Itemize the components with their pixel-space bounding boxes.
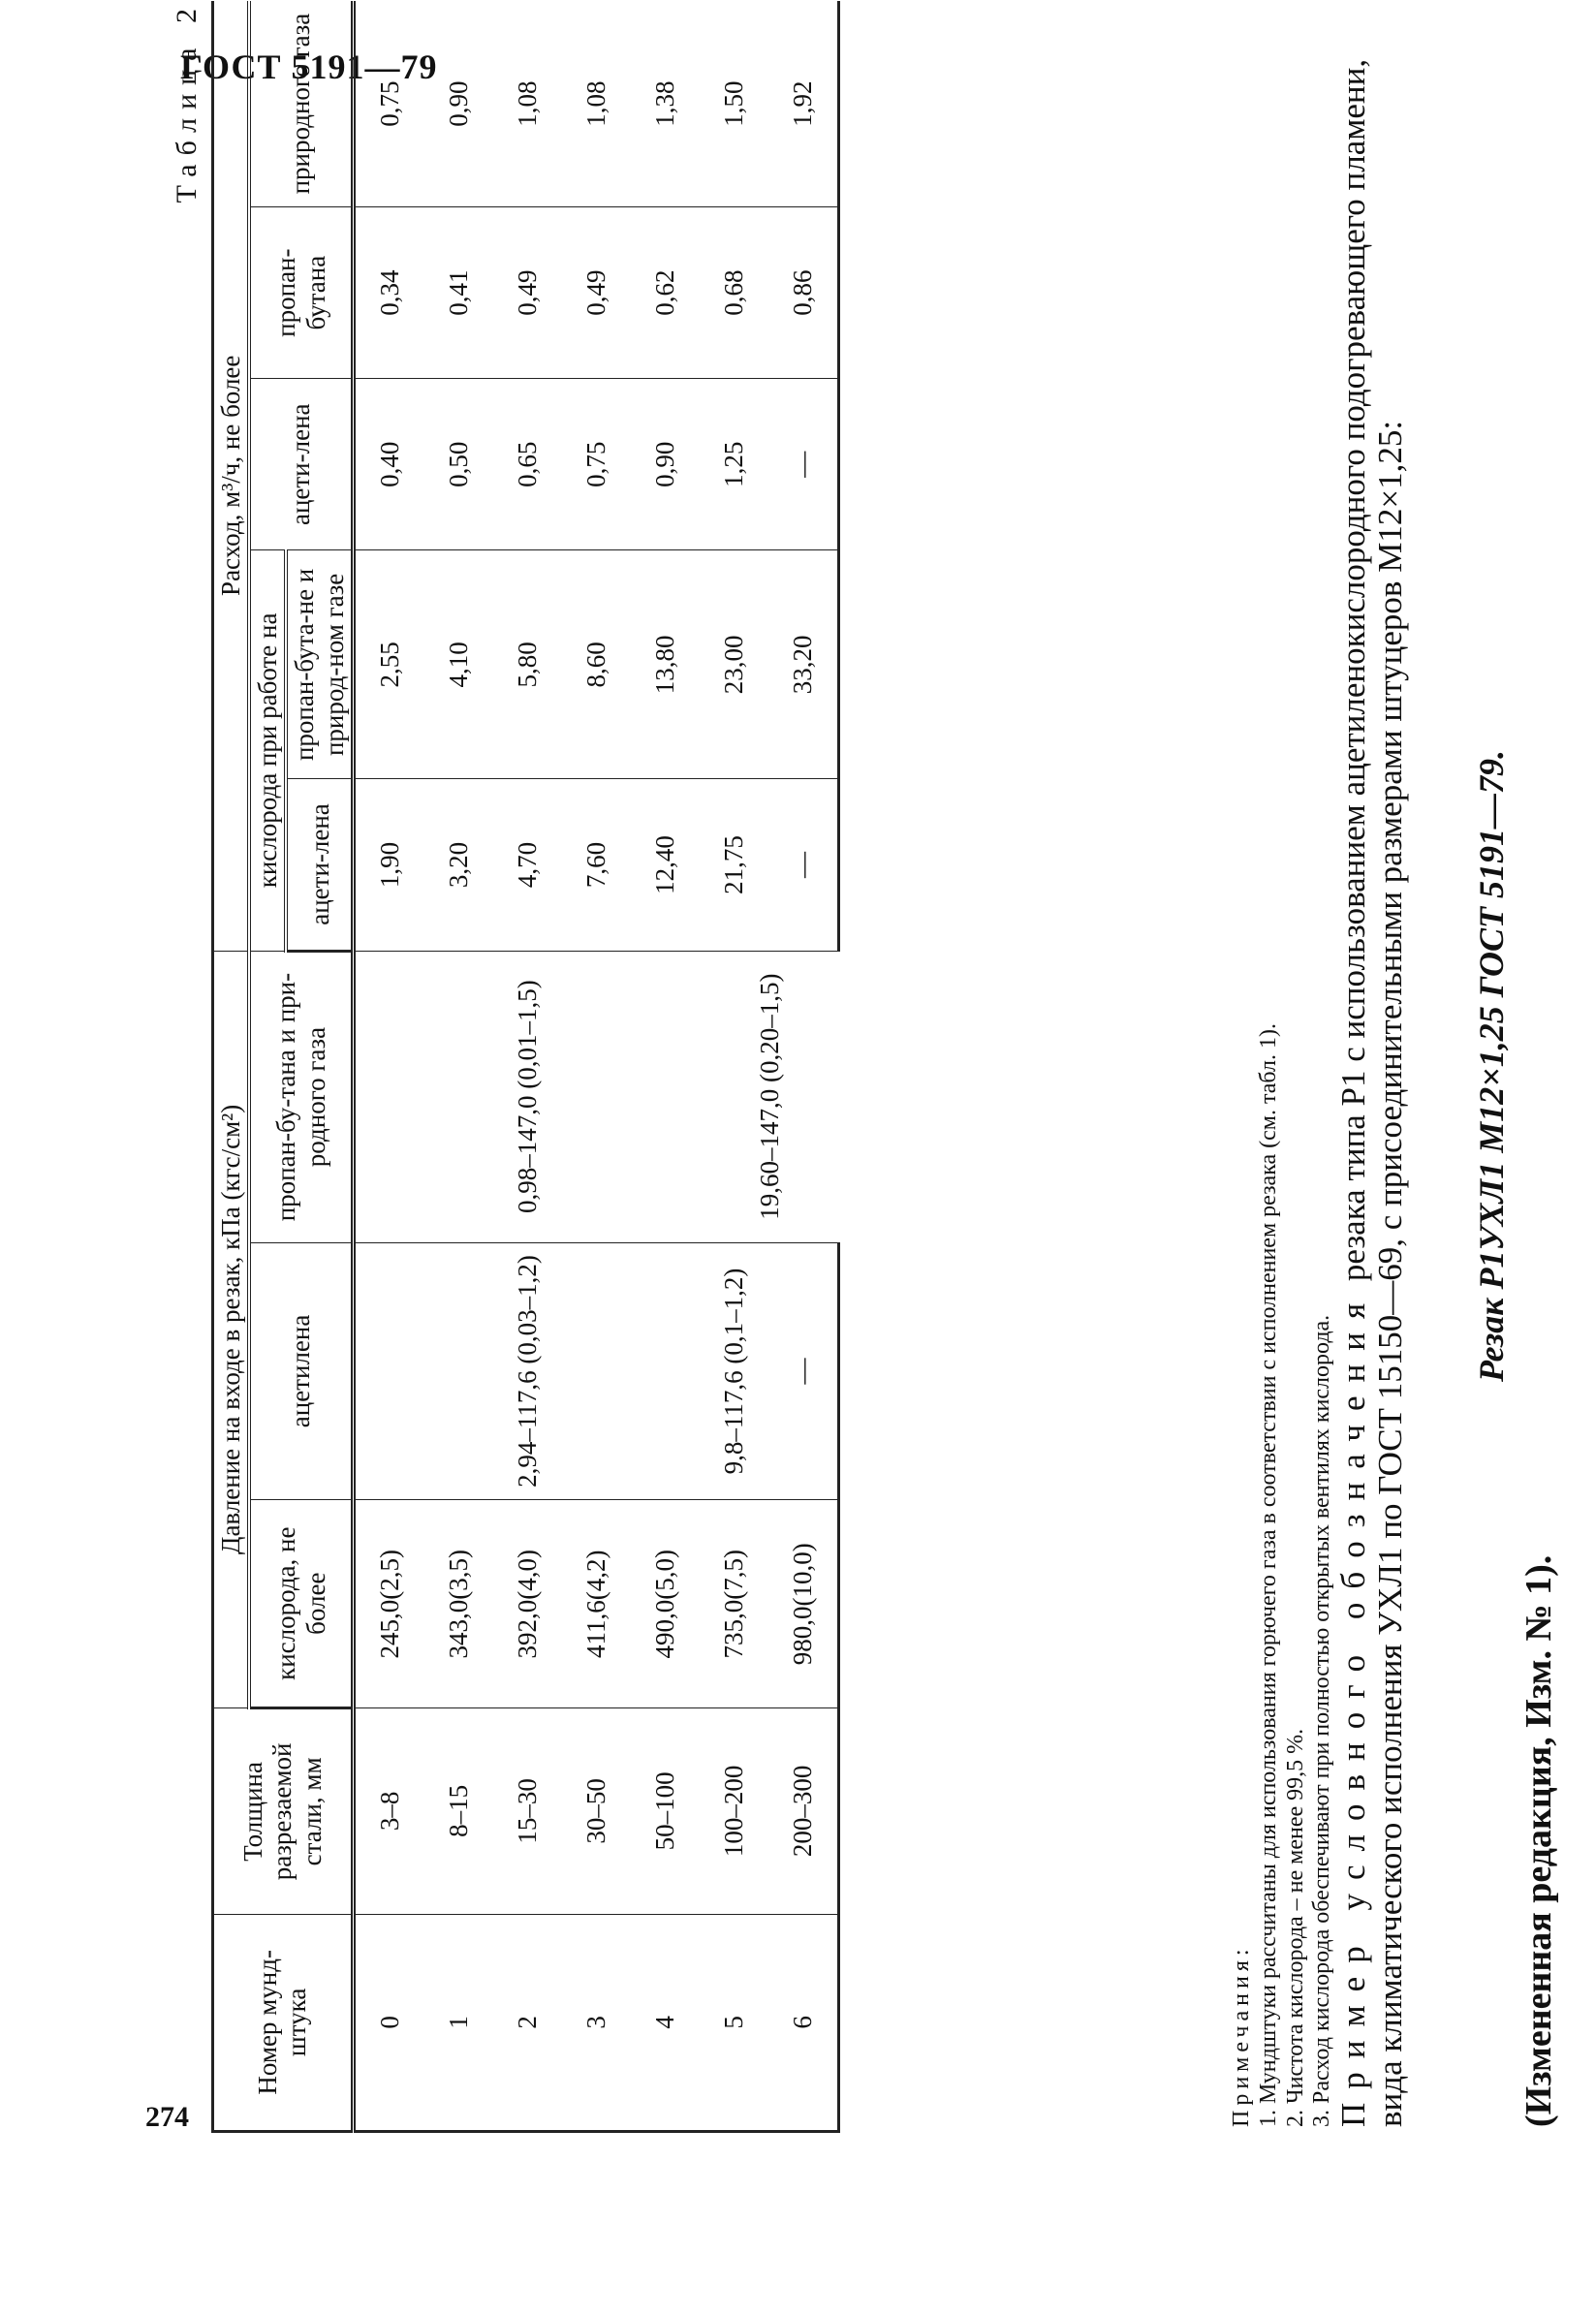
cell-oxygen-acetylene: 4,70 <box>493 779 562 951</box>
table-row <box>353 1 424 2132</box>
cell-oxygen-propane: 2,55 <box>353 550 424 779</box>
cell-number: 6 <box>768 1914 839 2131</box>
note-item: 2. Чистота кислорода – не менее 99,5 %. <box>1282 1728 1308 2127</box>
cell-flow-natural: 1,92 <box>768 1 839 207</box>
table-row <box>700 1 768 2132</box>
cell-pressure-oxygen: 490,0(5,0) <box>631 1500 700 1708</box>
cell-flow-propane: 0,62 <box>631 207 700 379</box>
table-caption: Таблица 2 <box>171 0 203 204</box>
cell-pressure-oxygen: 245,0(2,5) <box>353 1500 424 1708</box>
notes-block <box>1229 0 1336 2127</box>
cell-oxygen-acetylene: 7,60 <box>562 779 631 951</box>
note-item: 3. Расход кислорода обеспечивают при полностью открытых вентилях кислорода. <box>1309 1314 1335 2127</box>
cell-pressure-oxygen: 980,0(10,0) <box>768 1500 839 1708</box>
header-flow-propane: пропан-бутана <box>249 207 353 379</box>
cell-flow-acetylene: 0,65 <box>493 379 562 550</box>
cell-flow-propane: 0,49 <box>562 207 631 379</box>
cell-flow-propane: 0,34 <box>353 207 424 379</box>
cell-pressure-oxygen: 735,0(7,5) <box>700 1500 768 1708</box>
cell-oxygen-acetylene: 3,20 <box>424 779 493 951</box>
cell-oxygen-acetylene: — <box>768 779 839 951</box>
header-number: Номер мунд-штука <box>213 1914 354 2131</box>
notes-heading: Примечания: <box>1229 1944 1254 2127</box>
cell-flow-acetylene: 0,90 <box>631 379 700 550</box>
cell-pressure-acetylene: 9,8–117,6 (0,1–1,2) <box>700 1242 768 1500</box>
note-item: 1. Мундштуки рассчитаны для использования горючего газа в соответствии с исполнением резака (см. табл. 1). <box>1255 1022 1281 2127</box>
cell-oxygen-acetylene: 1,90 <box>353 779 424 951</box>
cell-oxygen-propane: 23,00 <box>700 550 768 779</box>
cell-flow-natural: 0,75 <box>353 1 424 207</box>
header-flow-natural: природного газа <box>249 1 353 207</box>
cell-flow-acetylene: — <box>768 379 839 550</box>
cell-flow-acetylene: 0,40 <box>353 379 424 550</box>
document-title: ГОСТ 5191—79 <box>180 47 438 86</box>
cell-thickness: 8–15 <box>424 1708 493 1915</box>
cell-oxygen-propane: 33,20 <box>768 550 839 779</box>
cell-pressure-acetylene: — <box>768 1242 839 1500</box>
header-pressure-acetylene: ацетилена <box>249 1242 353 1500</box>
header-thickness: Толщина разрезаемой стали, мм <box>213 1708 354 1915</box>
cell-flow-acetylene: 1,25 <box>700 379 768 550</box>
cell-oxygen-propane: 8,60 <box>562 550 631 779</box>
example-designation: Резак Р1УХЛ1 М12×1,25 ГОСТ 5191—79. <box>1472 749 1511 1383</box>
cell-number: 0 <box>353 1914 424 2131</box>
cell-oxygen-propane: 13,80 <box>631 550 700 779</box>
data-table <box>211 1 840 2133</box>
cell-oxygen-acetylene: 21,75 <box>700 779 768 951</box>
cell-number: 2 <box>493 1914 562 2131</box>
cell-flow-natural: 1,08 <box>562 1 631 207</box>
cell-pressure-propane: 0,98–147,0 (0,01–1,5) <box>353 951 700 1242</box>
header-flow-group: Расход, м³/ч, не более <box>213 1 250 951</box>
cell-thickness: 30–50 <box>562 1708 631 1915</box>
cell-flow-natural: 1,38 <box>631 1 700 207</box>
cell-flow-propane: 0,68 <box>700 207 768 379</box>
cell-pressure-oxygen: 343,0(3,5) <box>424 1500 493 1708</box>
header-pressure-oxygen: кислорода, не более <box>249 1500 353 1708</box>
example-text: резака типа Р1 с использованием ацетиленокислородного подогревающего пламени, вида климатического исполнения УХЛ1 по ГОСТ 15150—69, с присоединительными размерами штуцеров М12×1,25: <box>1334 58 1409 2127</box>
cell-thickness: 3–8 <box>353 1708 424 1915</box>
cell-number: 4 <box>631 1914 700 2131</box>
cell-pressure-propane: 19,60–147,0 (0,20–1,5) <box>700 951 839 1242</box>
cell-flow-natural: 1,08 <box>493 1 562 207</box>
cell-flow-acetylene: 0,75 <box>562 379 631 550</box>
cell-number: 1 <box>424 1914 493 2131</box>
cell-oxygen-propane: 4,10 <box>424 550 493 779</box>
cell-thickness: 15–30 <box>493 1708 562 1915</box>
cell-number: 5 <box>700 1914 768 2131</box>
cell-flow-propane: 0,41 <box>424 207 493 379</box>
rotated-page-content <box>165 0 1559 2156</box>
cell-pressure-oxygen: 392,0(4,0) <box>493 1500 562 1708</box>
cell-thickness: 100–200 <box>700 1708 768 1915</box>
cell-flow-natural: 1,50 <box>700 1 768 207</box>
edition-note: (Измененная редакция, Изм. № 1). <box>1518 1554 1559 2127</box>
header-oxygen-propane: пропан-бута-не и природ-ном газе <box>286 550 353 779</box>
cell-oxygen-propane: 5,80 <box>493 550 562 779</box>
header-pressure-group: Давление на входе в резак, кПа (кгс/см²) <box>213 951 250 1708</box>
cell-flow-natural: 0,90 <box>424 1 493 207</box>
header-oxygen-acetylene: ацети-лена <box>286 779 353 951</box>
cell-oxygen-acetylene: 12,40 <box>631 779 700 951</box>
cell-flow-propane: 0,86 <box>768 207 839 379</box>
cell-pressure-acetylene: 2,94–117,6 (0,03–1,2) <box>353 1242 700 1500</box>
example-paragraph <box>1335 0 1409 2127</box>
example-label: Пример условного обозначения <box>1334 1289 1372 2127</box>
header-flow-acetylene: ацети-лена <box>249 379 353 550</box>
header-oxygen-work: кислорода при работе на <box>249 550 286 951</box>
header-pressure-propane: пропан-бу-тана и при-родного газа <box>249 951 353 1242</box>
page-number: 274 <box>145 2101 189 2133</box>
cell-flow-propane: 0,49 <box>493 207 562 379</box>
cell-thickness: 200–300 <box>768 1708 839 1915</box>
cell-pressure-oxygen: 411,6(4,2) <box>562 1500 631 1708</box>
cell-flow-acetylene: 0,50 <box>424 379 493 550</box>
cell-number: 3 <box>562 1914 631 2131</box>
cell-thickness: 50–100 <box>631 1708 700 1915</box>
